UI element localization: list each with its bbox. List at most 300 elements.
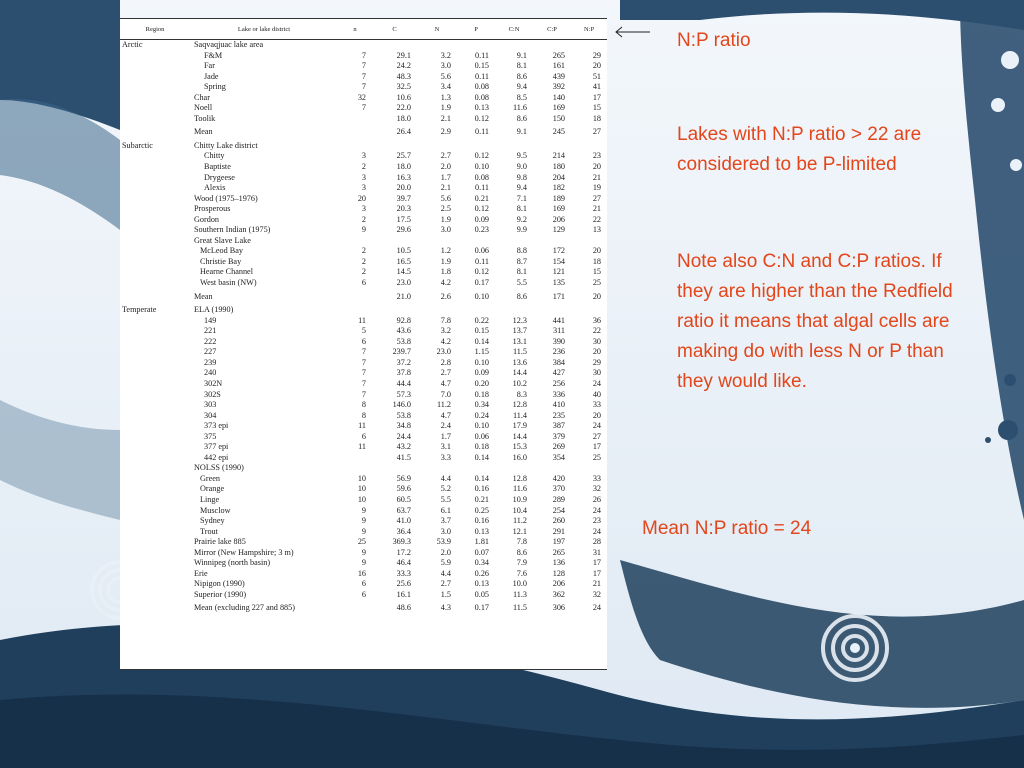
value-cell — [571, 40, 607, 51]
region-cell — [120, 463, 190, 474]
value-cell: 0.15 — [474, 326, 489, 336]
lake-name-cell: Christie Bay — [200, 256, 242, 266]
region-cell — [120, 558, 190, 569]
value-cell — [457, 236, 495, 247]
value-cell: 24.2 — [396, 61, 411, 71]
lake-name-cell: 149 — [204, 315, 217, 325]
table-row — [120, 421, 607, 432]
value-cell: 180 — [552, 162, 565, 172]
region-cell — [120, 569, 190, 580]
value-cell: 56.9 — [396, 473, 411, 483]
value-cell: 3 — [361, 172, 366, 182]
value-cell: 256 — [552, 378, 565, 388]
value-cell: 29.1 — [396, 50, 411, 60]
table-row — [120, 379, 607, 390]
lake-name-cell: Superior (1990) — [194, 589, 247, 599]
lake-name-cell: 239 — [204, 357, 217, 367]
value-cell: 33 — [592, 400, 601, 410]
value-cell — [372, 463, 417, 474]
value-cell: 24 — [592, 505, 601, 515]
value-cell — [338, 453, 372, 464]
region-cell — [120, 103, 190, 114]
value-cell: 3.0 — [440, 61, 451, 71]
value-cell: 11 — [358, 421, 366, 431]
value-cell: 9.5 — [516, 151, 527, 161]
value-cell: 9 — [361, 547, 366, 557]
value-cell: 1.7 — [440, 431, 451, 441]
value-cell: 17.9 — [512, 421, 527, 431]
redfield-note: Note also C:N and C:P ratios. If they are higher than the Redfield ratio it means that algal cells are making do with less N or P than they would like. — [677, 251, 953, 392]
value-cell: 48.6 — [396, 603, 411, 613]
value-cell: 24 — [592, 421, 601, 431]
value-cell: 3 — [361, 204, 366, 214]
value-cell — [417, 236, 457, 247]
value-cell: 2.9 — [440, 127, 451, 137]
value-cell: 3.1 — [440, 442, 451, 452]
region-cell — [120, 421, 190, 432]
value-cell: 384 — [552, 357, 565, 367]
value-cell: 1.5 — [440, 589, 451, 599]
value-cell: 3 — [361, 151, 366, 161]
value-cell: 7 — [361, 50, 366, 60]
table-row — [120, 278, 607, 289]
value-cell: 5.6 — [440, 71, 451, 81]
column-header: Lake or lake district — [190, 19, 338, 40]
value-cell: 6 — [361, 431, 366, 441]
value-cell: 1.7 — [440, 172, 451, 182]
value-cell — [533, 463, 571, 474]
lake-name-cell: Chitty — [204, 151, 225, 161]
value-cell: 0.10 — [474, 357, 489, 367]
value-cell: 57.3 — [396, 389, 411, 399]
table-row — [120, 453, 607, 464]
value-cell: 32 — [357, 92, 366, 102]
value-cell: 13.6 — [512, 357, 527, 367]
value-cell — [338, 114, 372, 125]
region-cell — [120, 390, 190, 401]
value-cell: 14.4 — [512, 368, 527, 378]
value-cell: 0.18 — [474, 442, 489, 452]
table-row — [120, 93, 607, 104]
value-cell: 10.4 — [512, 505, 527, 515]
column-header: C:N — [495, 19, 533, 40]
value-cell — [533, 302, 571, 316]
value-cell: 0.16 — [474, 516, 489, 526]
lake-name-cell: Trout — [200, 526, 218, 536]
value-cell — [571, 138, 607, 152]
table-row — [120, 337, 607, 348]
value-cell — [495, 236, 533, 247]
value-cell: 13.1 — [512, 336, 527, 346]
region-cell — [120, 516, 190, 527]
value-cell: 28 — [592, 537, 601, 547]
value-cell: 21 — [592, 172, 601, 182]
value-cell: 7 — [361, 368, 366, 378]
table-row — [120, 537, 607, 548]
table-row — [120, 257, 607, 268]
value-cell: 235 — [552, 410, 565, 420]
value-cell: 32 — [592, 484, 601, 494]
value-cell: 20 — [592, 291, 601, 301]
region-cell — [120, 453, 190, 464]
value-cell: 9.1 — [516, 50, 527, 60]
value-cell: 439 — [552, 71, 565, 81]
value-cell: 0.08 — [474, 92, 489, 102]
lake-name-cell: Noell — [194, 103, 213, 113]
table-row — [120, 138, 607, 152]
value-cell: 2 — [361, 214, 366, 224]
value-cell: 24 — [592, 378, 601, 388]
value-cell: 53.9 — [436, 537, 451, 547]
value-cell: 129 — [552, 225, 565, 235]
value-cell: 0.10 — [474, 162, 489, 172]
value-cell: 9.0 — [516, 162, 527, 172]
column-header: Region — [120, 19, 190, 40]
lake-name-cell: Alexis — [204, 183, 226, 193]
lake-name-cell: Winnipeg (north basin) — [194, 558, 271, 568]
value-cell: 11 — [358, 442, 366, 452]
value-cell: 7 — [361, 378, 366, 388]
value-cell: 18 — [592, 113, 601, 123]
value-cell — [417, 302, 457, 316]
region-cell — [120, 82, 190, 93]
value-cell: 17.5 — [396, 214, 411, 224]
value-cell: 306 — [552, 603, 565, 613]
region-cell — [120, 289, 190, 303]
value-cell: 420 — [552, 473, 565, 483]
value-cell: 0.12 — [474, 267, 489, 277]
value-cell: 11.6 — [512, 103, 527, 113]
value-cell: 24 — [592, 526, 601, 536]
table-row — [120, 72, 607, 83]
value-cell: 21 — [592, 579, 601, 589]
value-cell: 20 — [357, 193, 366, 203]
region-cell — [120, 347, 190, 358]
region-cell: Subarctic — [122, 140, 153, 150]
region-cell — [120, 442, 190, 453]
value-cell: 8.6 — [516, 291, 527, 301]
value-cell: 354 — [552, 452, 565, 462]
value-cell: 11.3 — [512, 589, 527, 599]
value-cell: 121 — [552, 267, 565, 277]
lake-name-cell: West basin (NW) — [200, 278, 257, 288]
value-cell: 1.81 — [474, 537, 489, 547]
value-cell: 7 — [361, 61, 366, 71]
value-cell: 1.9 — [440, 214, 451, 224]
value-cell: 3.4 — [440, 82, 451, 92]
value-cell: 206 — [552, 579, 565, 589]
value-cell: 1.9 — [440, 103, 451, 113]
value-cell: 427 — [552, 368, 565, 378]
value-cell: 29 — [592, 50, 601, 60]
value-cell: 0.16 — [474, 484, 489, 494]
value-cell: 8.6 — [516, 113, 527, 123]
lake-name-cell: Green — [200, 473, 221, 483]
value-cell: 171 — [552, 291, 565, 301]
lake-name-cell: Prosperous — [194, 204, 231, 214]
table-row — [120, 442, 607, 453]
value-cell: 20 — [592, 410, 601, 420]
value-cell: 37.2 — [396, 357, 411, 367]
table-row — [120, 390, 607, 401]
value-cell: 11.6 — [512, 484, 527, 494]
value-cell: 43.6 — [396, 326, 411, 336]
value-cell: 9 — [361, 505, 366, 515]
lake-name-cell: Mean — [194, 127, 213, 137]
value-cell: 7 — [361, 357, 366, 367]
region-cell — [120, 432, 190, 443]
lake-name-cell: Sydney — [200, 516, 225, 526]
value-cell — [338, 600, 372, 614]
value-cell: 12.8 — [512, 400, 527, 410]
table-body — [120, 40, 607, 614]
region-cell — [120, 474, 190, 485]
value-cell: 4.2 — [440, 278, 451, 288]
table-row — [120, 484, 607, 495]
value-cell: 9 — [361, 516, 366, 526]
value-cell: 25.6 — [396, 579, 411, 589]
value-cell: 5.9 — [440, 558, 451, 568]
lake-name-cell: Gordon — [194, 214, 220, 224]
value-cell: 41.0 — [396, 516, 411, 526]
value-cell: 0.24 — [474, 410, 489, 420]
value-cell: 0.21 — [474, 494, 489, 504]
region-cell — [120, 93, 190, 104]
value-cell: 16 — [357, 568, 366, 578]
lake-name-cell: McLeod Bay — [200, 246, 243, 256]
lake-name-cell: 227 — [204, 347, 217, 357]
value-cell: 20.0 — [396, 183, 411, 193]
value-cell: 39.7 — [396, 193, 411, 203]
table-row — [120, 506, 607, 517]
value-cell: 10 — [357, 473, 366, 483]
value-cell: 17 — [592, 558, 601, 568]
table-row — [120, 302, 607, 316]
lake-name-cell: F&M — [204, 50, 223, 60]
lake-name-cell: Jade — [204, 71, 219, 81]
lake-name-cell: 221 — [204, 326, 217, 336]
value-cell: 11.2 — [436, 400, 451, 410]
value-cell: 245 — [552, 127, 565, 137]
value-cell: 6 — [361, 589, 366, 599]
value-cell: 0.13 — [474, 103, 489, 113]
value-cell — [338, 138, 372, 152]
value-cell: 0.14 — [474, 336, 489, 346]
region-cell — [120, 400, 190, 411]
value-cell: 0.12 — [474, 113, 489, 123]
value-cell: 92.8 — [396, 315, 411, 325]
table-row — [120, 151, 607, 162]
table-row — [120, 162, 607, 173]
value-cell: 265 — [552, 50, 565, 60]
value-cell: 9.1 — [516, 127, 527, 137]
value-cell: 0.20 — [474, 378, 489, 388]
region-cell — [120, 278, 190, 289]
value-cell — [457, 302, 495, 316]
value-cell: 254 — [552, 505, 565, 515]
value-cell — [571, 463, 607, 474]
value-cell — [457, 463, 495, 474]
value-cell — [571, 236, 607, 247]
lake-name-cell: 373 epi — [204, 421, 229, 431]
region-cell — [120, 411, 190, 422]
value-cell: 169 — [552, 103, 565, 113]
value-cell: 0.05 — [474, 589, 489, 599]
value-cell: 1.15 — [474, 347, 489, 357]
table-row — [120, 600, 607, 614]
value-cell: 14.4 — [512, 431, 527, 441]
lake-name-cell: Mean — [194, 291, 213, 301]
value-cell — [495, 302, 533, 316]
value-cell — [417, 138, 457, 152]
value-cell: 21 — [592, 204, 601, 214]
value-cell: 4.7 — [440, 410, 451, 420]
value-cell: 0.13 — [474, 579, 489, 589]
value-cell: 17 — [592, 92, 601, 102]
value-cell: 11 — [358, 315, 366, 325]
value-cell: 21.0 — [396, 291, 411, 301]
table-row — [120, 347, 607, 358]
value-cell — [338, 302, 372, 316]
region-cell — [120, 225, 190, 236]
table-row — [120, 411, 607, 422]
value-cell: 6 — [361, 336, 366, 346]
value-cell: 22.0 — [396, 103, 411, 113]
value-cell: 7 — [361, 389, 366, 399]
value-cell: 0.12 — [474, 204, 489, 214]
region-cell — [120, 590, 190, 601]
value-cell: 33.3 — [396, 568, 411, 578]
value-cell: 34.8 — [396, 421, 411, 431]
lake-name-cell: Wood (1975–1976) — [194, 193, 258, 203]
value-cell: 22 — [592, 214, 601, 224]
value-cell — [372, 40, 417, 51]
value-cell: 19 — [592, 183, 601, 193]
region-cell — [120, 537, 190, 548]
value-cell: 2.0 — [440, 547, 451, 557]
value-cell: 1.3 — [440, 92, 451, 102]
value-cell: 392 — [552, 82, 565, 92]
value-cell: 1.2 — [440, 246, 451, 256]
value-cell: 11.5 — [512, 603, 527, 613]
region-cell — [120, 72, 190, 83]
value-cell: 44.4 — [396, 378, 411, 388]
value-cell: 51 — [592, 71, 601, 81]
value-cell: 2.7 — [440, 368, 451, 378]
value-cell: 13 — [592, 225, 601, 235]
value-cell: 2.6 — [440, 291, 451, 301]
table-row — [120, 558, 607, 569]
lake-name-cell: Orange — [200, 484, 225, 494]
lake-name-cell: Baptiste — [204, 162, 231, 172]
value-cell: 2.5 — [440, 204, 451, 214]
region-cell — [120, 151, 190, 162]
region-cell — [120, 215, 190, 226]
table-row — [120, 495, 607, 506]
value-cell: 9.9 — [516, 225, 527, 235]
lake-name-cell: 304 — [204, 410, 217, 420]
value-cell: 369.3 — [392, 537, 411, 547]
lake-name-cell: Hearne Channel — [200, 267, 253, 277]
value-cell: 8.6 — [516, 71, 527, 81]
value-cell: 0.10 — [474, 421, 489, 431]
value-cell: 26.4 — [396, 127, 411, 137]
table-row — [120, 267, 607, 278]
value-cell: 0.26 — [474, 568, 489, 578]
value-cell — [372, 138, 417, 152]
value-cell — [457, 40, 495, 51]
table-row — [120, 215, 607, 226]
table-row — [120, 61, 607, 72]
value-cell: 25.7 — [396, 151, 411, 161]
value-cell: 53.8 — [396, 336, 411, 346]
lake-name-cell: Char — [194, 92, 210, 102]
value-cell: 6.1 — [440, 505, 451, 515]
value-cell: 32 — [592, 589, 601, 599]
value-cell: 3.2 — [440, 326, 451, 336]
value-cell: 0.06 — [474, 246, 489, 256]
table-row — [120, 326, 607, 337]
value-cell: 16.0 — [512, 452, 527, 462]
value-cell: 15.3 — [512, 442, 527, 452]
value-cell: 23.0 — [396, 278, 411, 288]
lake-name-cell: Mirror (New Hampshire; 3 m) — [194, 547, 294, 557]
lake-name-cell: Far — [204, 61, 215, 71]
value-cell: 24 — [592, 603, 601, 613]
region-cell — [120, 162, 190, 173]
lake-name-cell: 302N — [204, 378, 223, 388]
value-cell: 12.3 — [512, 315, 527, 325]
value-cell: 59.6 — [396, 484, 411, 494]
value-cell — [417, 463, 457, 474]
value-cell: 260 — [552, 516, 565, 526]
value-cell: 7 — [361, 71, 366, 81]
region-cell — [120, 495, 190, 506]
p-limited-note: Lakes with N:P ratio > 22 are considered to be P-limited — [677, 124, 922, 175]
value-cell: 154 — [552, 256, 565, 266]
lake-name-cell: Chitty Lake district — [194, 140, 258, 150]
value-cell: 2.7 — [440, 151, 451, 161]
region-cell — [120, 173, 190, 184]
value-cell: 172 — [552, 246, 565, 256]
value-cell: 48.3 — [396, 71, 411, 81]
region-cell — [120, 337, 190, 348]
region-cell — [120, 379, 190, 390]
value-cell: 32.5 — [396, 82, 411, 92]
value-cell: 18.0 — [396, 162, 411, 172]
value-cell: 7.1 — [516, 193, 527, 203]
value-cell: 25 — [592, 278, 601, 288]
table-row — [120, 103, 607, 114]
value-cell: 16.5 — [396, 256, 411, 266]
value-cell: 11.5 — [512, 347, 527, 357]
value-cell: 214 — [552, 151, 565, 161]
value-cell: 63.7 — [396, 505, 411, 515]
table-row — [120, 124, 607, 138]
value-cell: 26 — [592, 494, 601, 504]
value-cell — [338, 289, 372, 303]
value-cell — [338, 40, 372, 51]
value-cell: 161 — [552, 61, 565, 71]
value-cell: 239.7 — [392, 347, 411, 357]
value-cell: 0.13 — [474, 526, 489, 536]
region-cell — [120, 548, 190, 559]
value-cell: 20 — [592, 347, 601, 357]
table-row — [120, 463, 607, 474]
value-cell: 269 — [552, 442, 565, 452]
lake-name-cell: 442 epi — [204, 452, 229, 462]
region-cell: Arctic — [122, 40, 143, 49]
